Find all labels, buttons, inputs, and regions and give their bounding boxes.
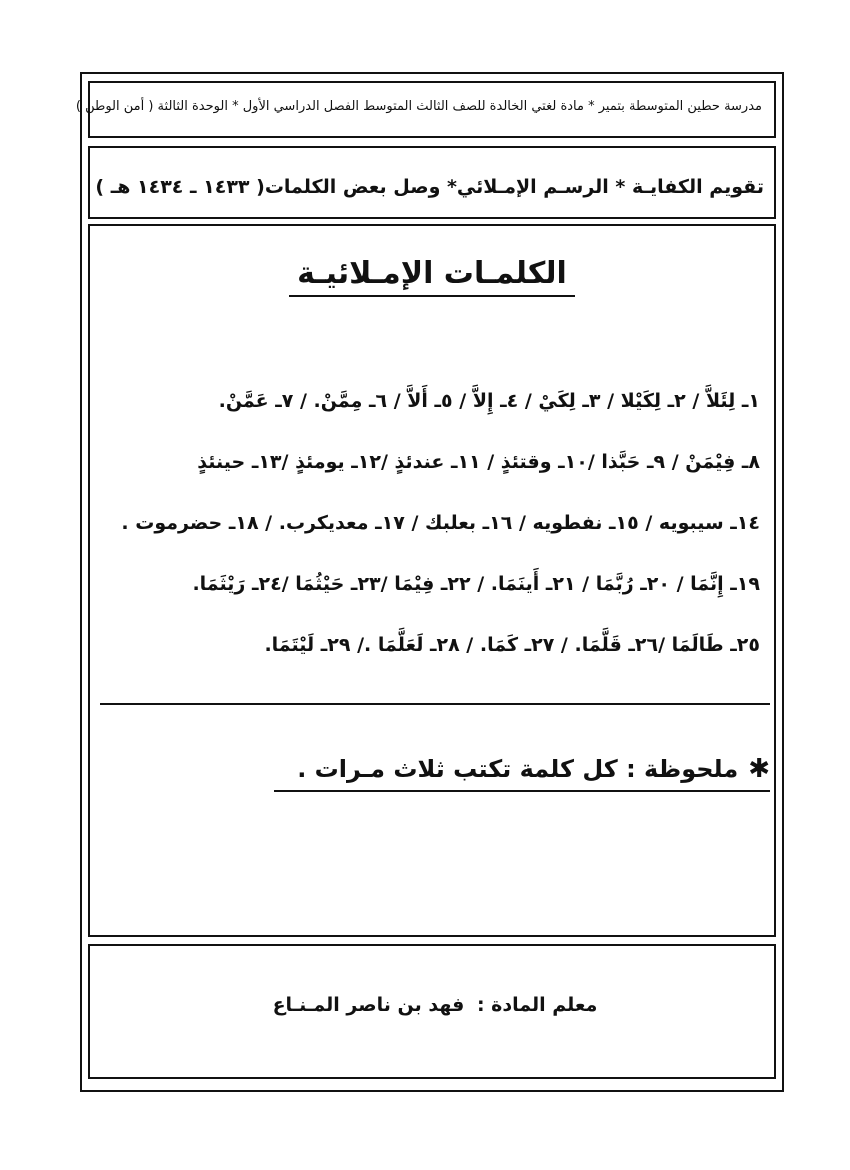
teacher-box (88, 944, 776, 1079)
teacher-signature (90, 994, 774, 1016)
teacher-name: فهد بن ناصر المـنـاع (272, 994, 465, 1016)
note-text: ملحوظة : كل كلمة تكتب ثلاث مـرات . (297, 755, 739, 783)
divider (100, 703, 770, 705)
section-heading (90, 256, 774, 297)
word-line: ١ـ لِئَلاَّ / ٢ـ لِكَيْلا / ٣ـ لِكَيْ / ٤ـ إِلاَّ / ٥ـ أَلاَّ / ٦ـ مِمَّنْ. / ٧ـ عَمَّنْ. (218, 390, 760, 412)
note-line (274, 754, 770, 792)
word-line: ٨ـ فِيْمَنْ / ٩ـ حَبَّذا /١٠ـ وقتئذٍ / ١١ـ عندئذٍ /١٢ـ يومئذٍ /١٣ـ حينئذٍ (197, 451, 760, 473)
word-line: ٢٥ـ طَالَمَا /٢٦ـ قَلَّمَا. / ٢٧ـ كَمَا. / ٢٨ـ لَعَلَّمَا ./ ٢٩ـ لَيْتَمَا. (264, 634, 760, 656)
document-title: تقويم الكفايـة * الرسـم الإمـلائي* وصل بعض الكلمات( ١٤٣٣ ـ ١٤٣٤ هـ ) (95, 176, 764, 198)
school-info-box (75, 81, 776, 138)
word-line: ١٤ـ سيبويه / ١٥ـ نفطويه / ١٦ـ بعلبك / ١٧ـ معديكرب. / ١٨ـ حضرموت . (121, 512, 760, 534)
teacher-label: معلم المادة : (476, 994, 598, 1016)
word-list (104, 381, 760, 686)
content-box (88, 224, 776, 937)
word-line: ١٩ـ إِنَّمَا / ٢٠ـ رُبَّمَا / ٢١ـ أَينَمَا. / ٢٢ـ فِيْمَا /٢٣ـ حَيْثُمَا /٢٤ـ رَيْثَمَا. (192, 573, 760, 595)
page-frame (75, 72, 784, 1092)
title-box (88, 146, 776, 219)
school-info-line: مدرسة حطين المتوسطة بتمير * مادة لغتي الخالدة للصف الثالث المتوسط الفصل الدراسي الأول * الوحدة الثالثة ( أمن الوطن ) (75, 99, 762, 114)
asterisk-icon: ✱ (748, 754, 770, 784)
section-heading-text: الكلمـات الإمـلائيـة (289, 256, 575, 297)
